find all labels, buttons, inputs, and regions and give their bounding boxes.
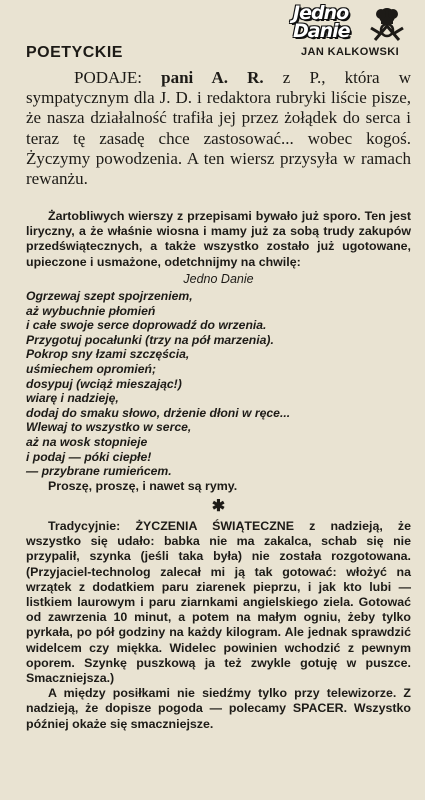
final-emphasis: SPACER	[292, 701, 344, 716]
intro-paragraph: Żartobliwych wierszy z przepisami bywało już sporo. Ten jest liryczny, a że właśnie wiosna i mamy już za sobą trudy zakupów przedświątecznych, a także wszystko zostało już ugotowane, upieczone i usmażone, odetchnijmy na chwilę:	[26, 209, 411, 269]
logo-author: JAN KALKOWSKI	[300, 46, 400, 58]
poem-line: aż wybuchnie płomień	[26, 303, 156, 318]
lead-text: z P., która w sympatycznym dla J. D. i redaktora rubryki liście pisze, że nasza działalność trafiła jej przez żołądek do serca i teraz tę zasadę chce zastosować... wobec kogoś. Życzymy powodzenia. A ten wiersz przysyła w ramach rewanżu.	[26, 68, 411, 189]
second-section-text: z nadzieją, że wszystko się udało: babka nie ma zakalca, schab się nie przypalił, szynka (jeśli taka była) nie została rozgotowana. (Przyjaciel-technolog zalecał mi ją tak gotować: włożyć na wrzątek z dodatkiem paru ziarenek pieprzu, i jak kto lubi — listkiem laurowym i paru ziarnkami angielskiego ziela. Gotować od zawrzenia 10 minut, a potem na małym ogniu, żeby tylko pyrkała, po pół godziny na każdy kilogram. Ale jednak sprawdzić widelcem czy miękka. Widelec powinien wchodzić z pewnym oporem. Szynkę puszkową ja też zwykle gotuję w puszce. Smaczniejsza.)	[26, 518, 411, 685]
poem-line: wiarę i nadzieję,	[26, 391, 119, 406]
chef-icon	[367, 4, 407, 44]
section-heading: POETYCKIE	[26, 44, 123, 61]
article-body	[26, 209, 411, 732]
poem-line: dosypuj (wciąż mieszając!)	[26, 376, 182, 391]
poem-title: Jedno Danie	[183, 271, 254, 286]
poem-line: Ogrzewaj szept spojrzeniem,	[26, 289, 193, 304]
poem-line: i podaj — póki ciepłe!	[26, 449, 152, 464]
column-logo	[291, 4, 409, 60]
poem	[26, 289, 411, 479]
second-section-paragraph	[26, 519, 411, 686]
final-after: . Wszystko później okaże się smaczniejsze.	[26, 701, 411, 731]
poem-closing: Proszę, proszę, i nawet są rymy.	[48, 478, 238, 493]
poem-line: aż na wosk stopnieje	[26, 434, 148, 449]
final-before: A między posiłkami nie siedźmy tylko przy telewizorze. Z nadzieją, że dopisze pogoda — polecamy	[26, 686, 411, 716]
poem-line: — przybrane rumieńcem.	[26, 464, 172, 479]
asterisk-separator: ✱	[211, 497, 226, 515]
poem-line: Pokrop sny łzami szczęścia,	[26, 347, 190, 362]
second-section-headline: ŻYCZENIA ŚWIĄTECZNE	[120, 518, 294, 533]
poem-line: i całe swoje serce doprowadź do wrzenia.	[26, 318, 267, 333]
poem-line: Przygotuj pocałunki (trzy na pół marzenia).	[26, 332, 274, 347]
poem-line: Wlewaj to wszystko w serce,	[26, 420, 192, 435]
logo-title: Jedno Danie	[293, 2, 350, 42]
lead-paragraph	[26, 68, 411, 189]
second-section-label: Tradycyjnie:	[48, 518, 121, 533]
lead-name: pani A. R.	[161, 68, 264, 87]
lead-intro: PODAJE:	[74, 68, 162, 87]
poem-line: dodaj do smaku słowo, drżenie dłoni w ręce...	[26, 405, 291, 420]
final-paragraph	[26, 686, 411, 732]
poem-line: uśmiechem opromień;	[26, 361, 157, 376]
